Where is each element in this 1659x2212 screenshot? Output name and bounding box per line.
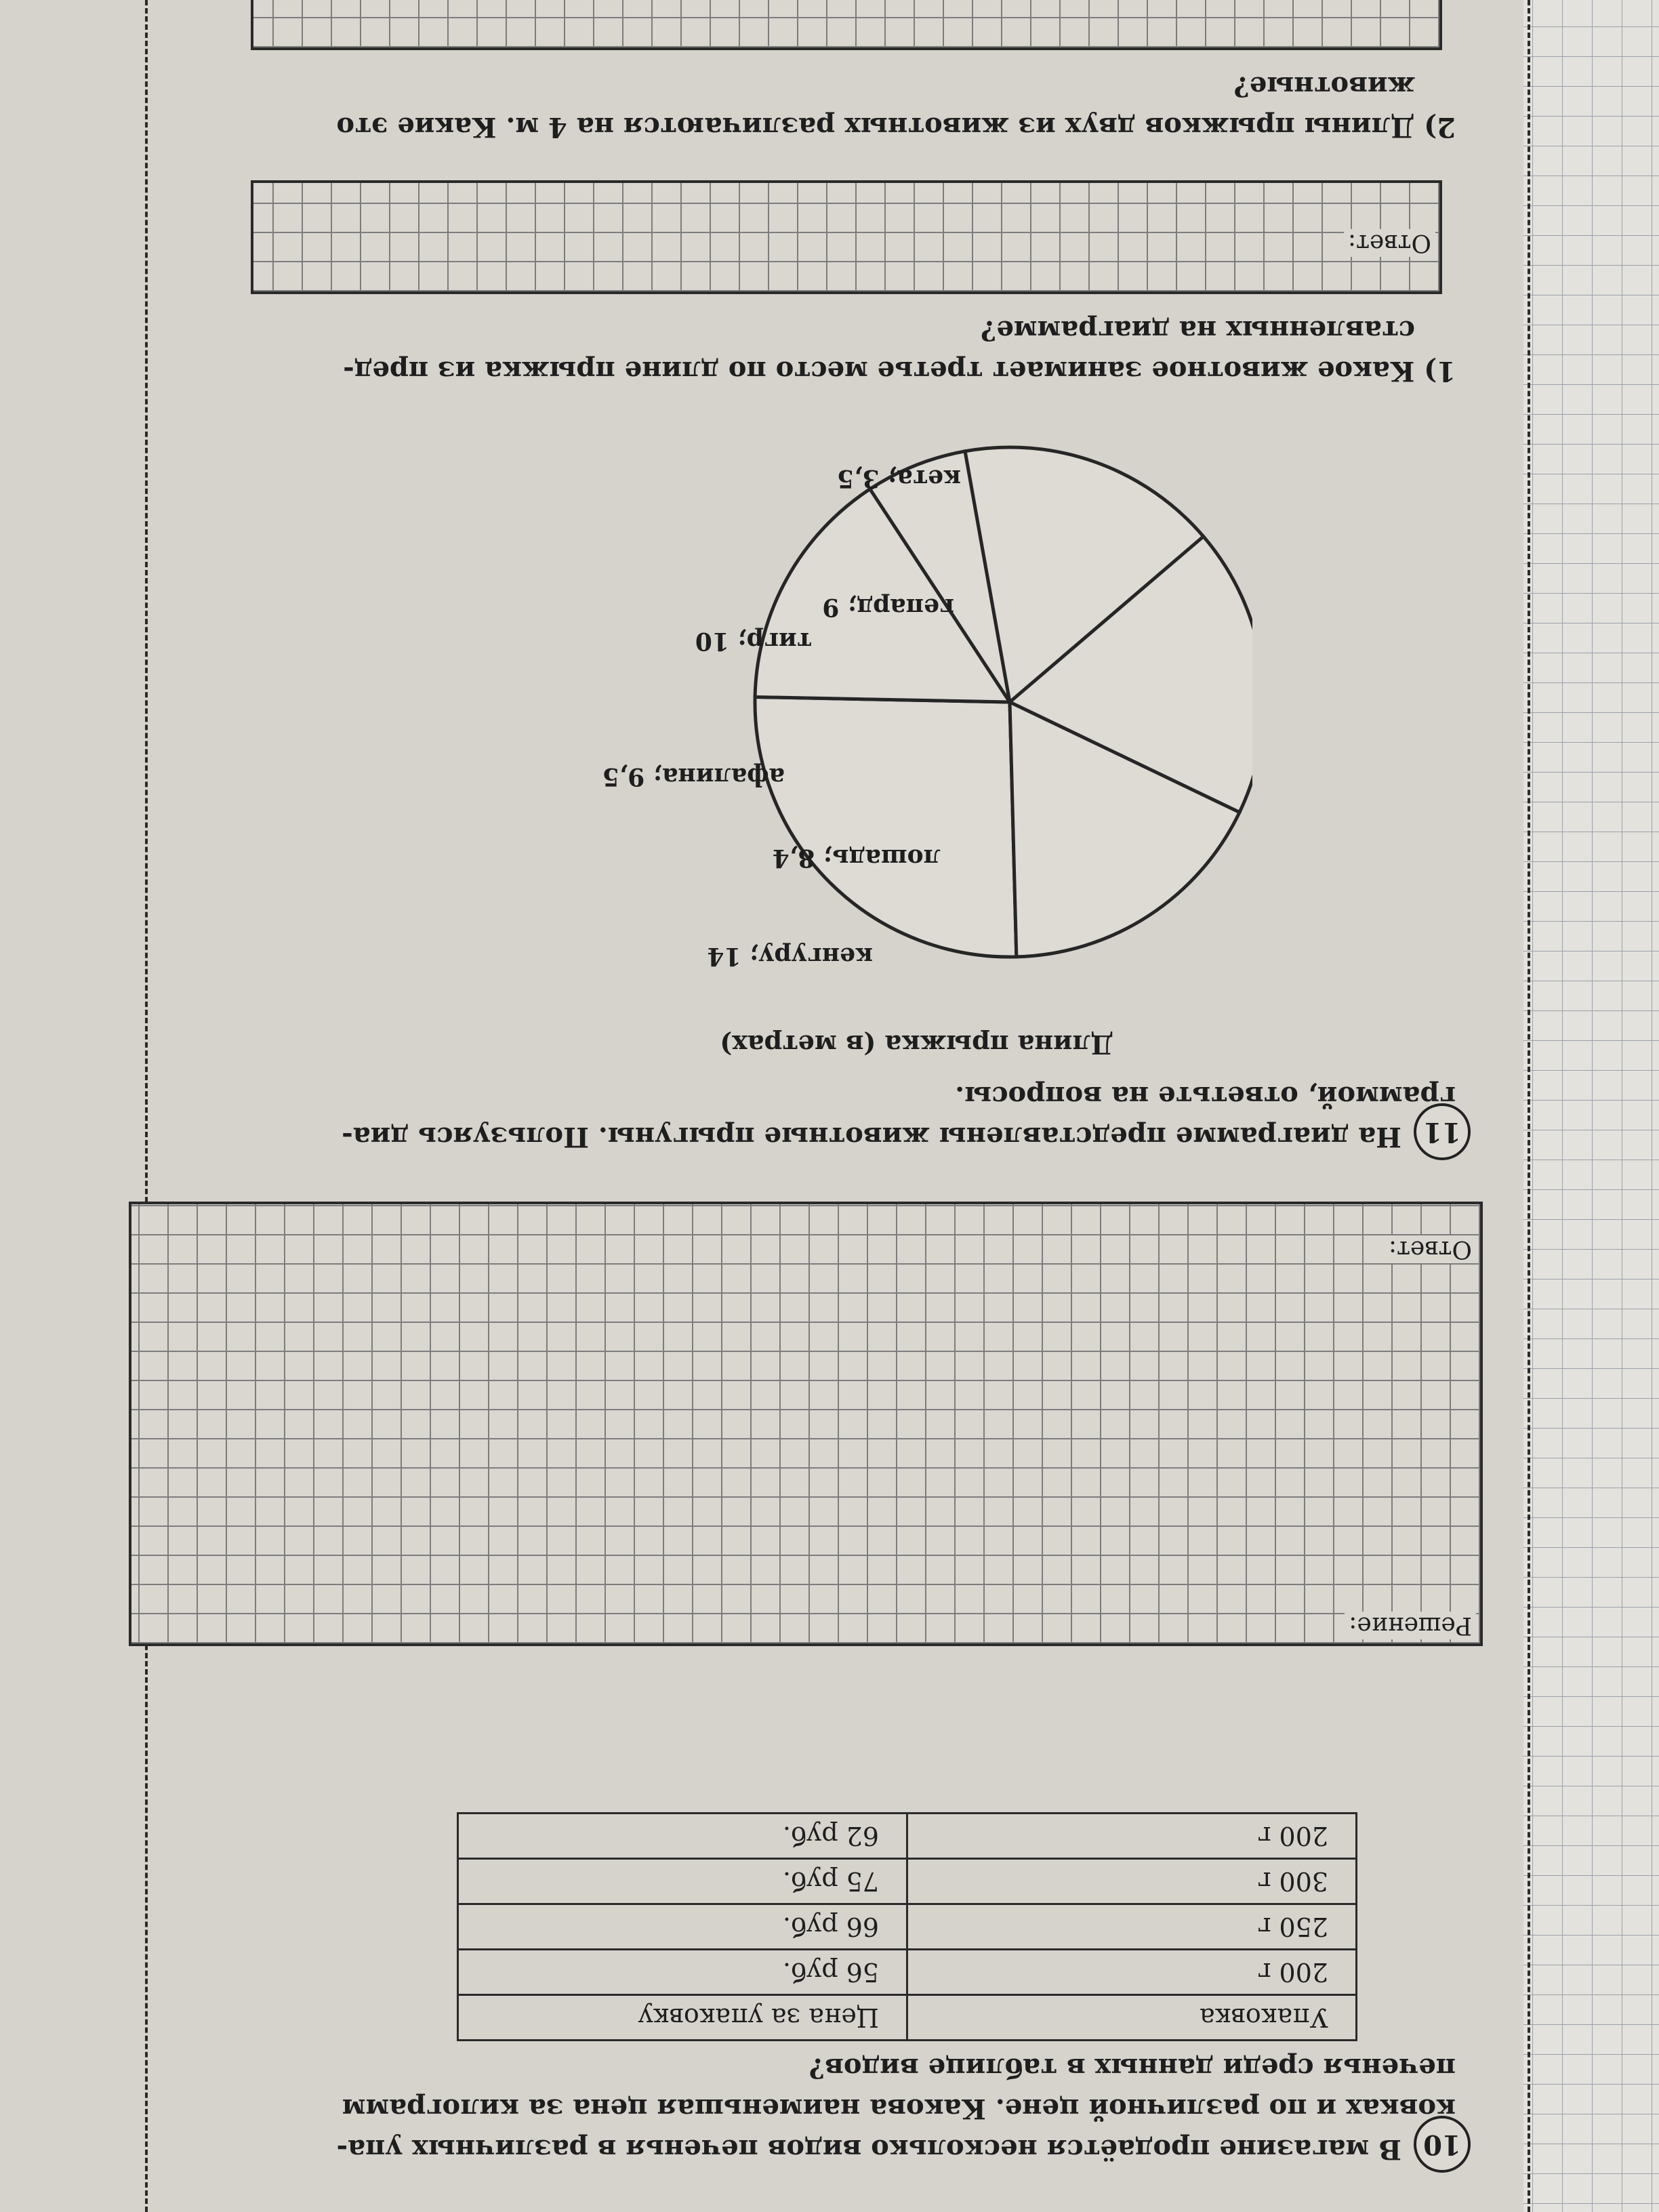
table-header-cell: Цена за упаковку [458,1995,907,2041]
pie-slice-0 [755,697,1017,957]
dashed-cut-line-left [1528,0,1530,2212]
table-cell: 300 г [907,1859,1357,1904]
dashed-cut-line-right [145,0,148,2212]
task-11-text-line1: На диаграмме представлены животные прыгуны. Пользуясь диа- [342,1121,1401,1153]
pie-label-3: гепард; 9 [822,593,954,621]
question-1-line2: ставленных на диаграмме? [980,314,1415,346]
pie-label-4: тигр; 10 [695,627,812,655]
table-header-cell: Упаковка [907,1995,1357,2041]
table-cell: 56 руб. [458,1950,907,1995]
solution-grid-box[interactable] [129,1202,1483,1646]
question-2-line1: 2) Длины прыжков двух из животных различаются на 4 м. Какие это [336,111,1456,143]
table-cell: 200 г [907,1814,1357,1859]
question-1-line1: 1) Какое животное занимает третье место по длине прыжка из пред- [343,355,1456,387]
question-2-answer-box[interactable] [251,0,1442,50]
table-row [458,1904,1357,1950]
question-2-line2: животные? [1233,70,1415,102]
table-cell: 250 г [907,1904,1357,1950]
solution-label: Решение: [1345,1612,1476,1639]
price-table [457,1812,1357,2041]
pie-label-0: кенгуру; 14 [707,942,873,970]
task-10-text-line1: В магазине продаётся несколько видов печенья в различных упа- [336,2133,1401,2165]
table-row [458,1814,1357,1859]
task-10-number: 10 [1414,2116,1471,2173]
table-header-row [458,1995,1357,2041]
chart-title: Длина прыжка (в метрах) [720,1029,1113,1060]
table-cell: 66 руб. [458,1904,907,1950]
table-row [458,1859,1357,1904]
table-cell: 62 руб. [458,1814,907,1859]
question-1-answer-label: Ответ: [1344,229,1435,257]
pie-label-2: кета; 3,5 [837,464,961,493]
question-1-answer-box[interactable] [251,180,1442,294]
jump-length-pie-chart [575,423,1252,1019]
task-10-text-line2: ковках и по различной цене. Какова наименьшая цена за килограмм [342,2093,1456,2125]
table-cell: 75 руб. [458,1859,907,1904]
task-10-text-line3: печенья среди данных в таблице видов? [808,2052,1456,2084]
task-11-number: 11 [1414,1103,1471,1160]
graph-paper-margin [1517,0,1659,2212]
task-10-answer-label: Ответ: [1385,1235,1476,1263]
pie-label-5: афалина; 9,5 [602,762,785,791]
table-row [458,1950,1357,1995]
task-11-text-line2: граммой, ответьте на вопросы. [955,1080,1456,1112]
pie-label-1: лошадь; 8,4 [772,844,941,872]
table-cell: 200 г [907,1950,1357,1995]
